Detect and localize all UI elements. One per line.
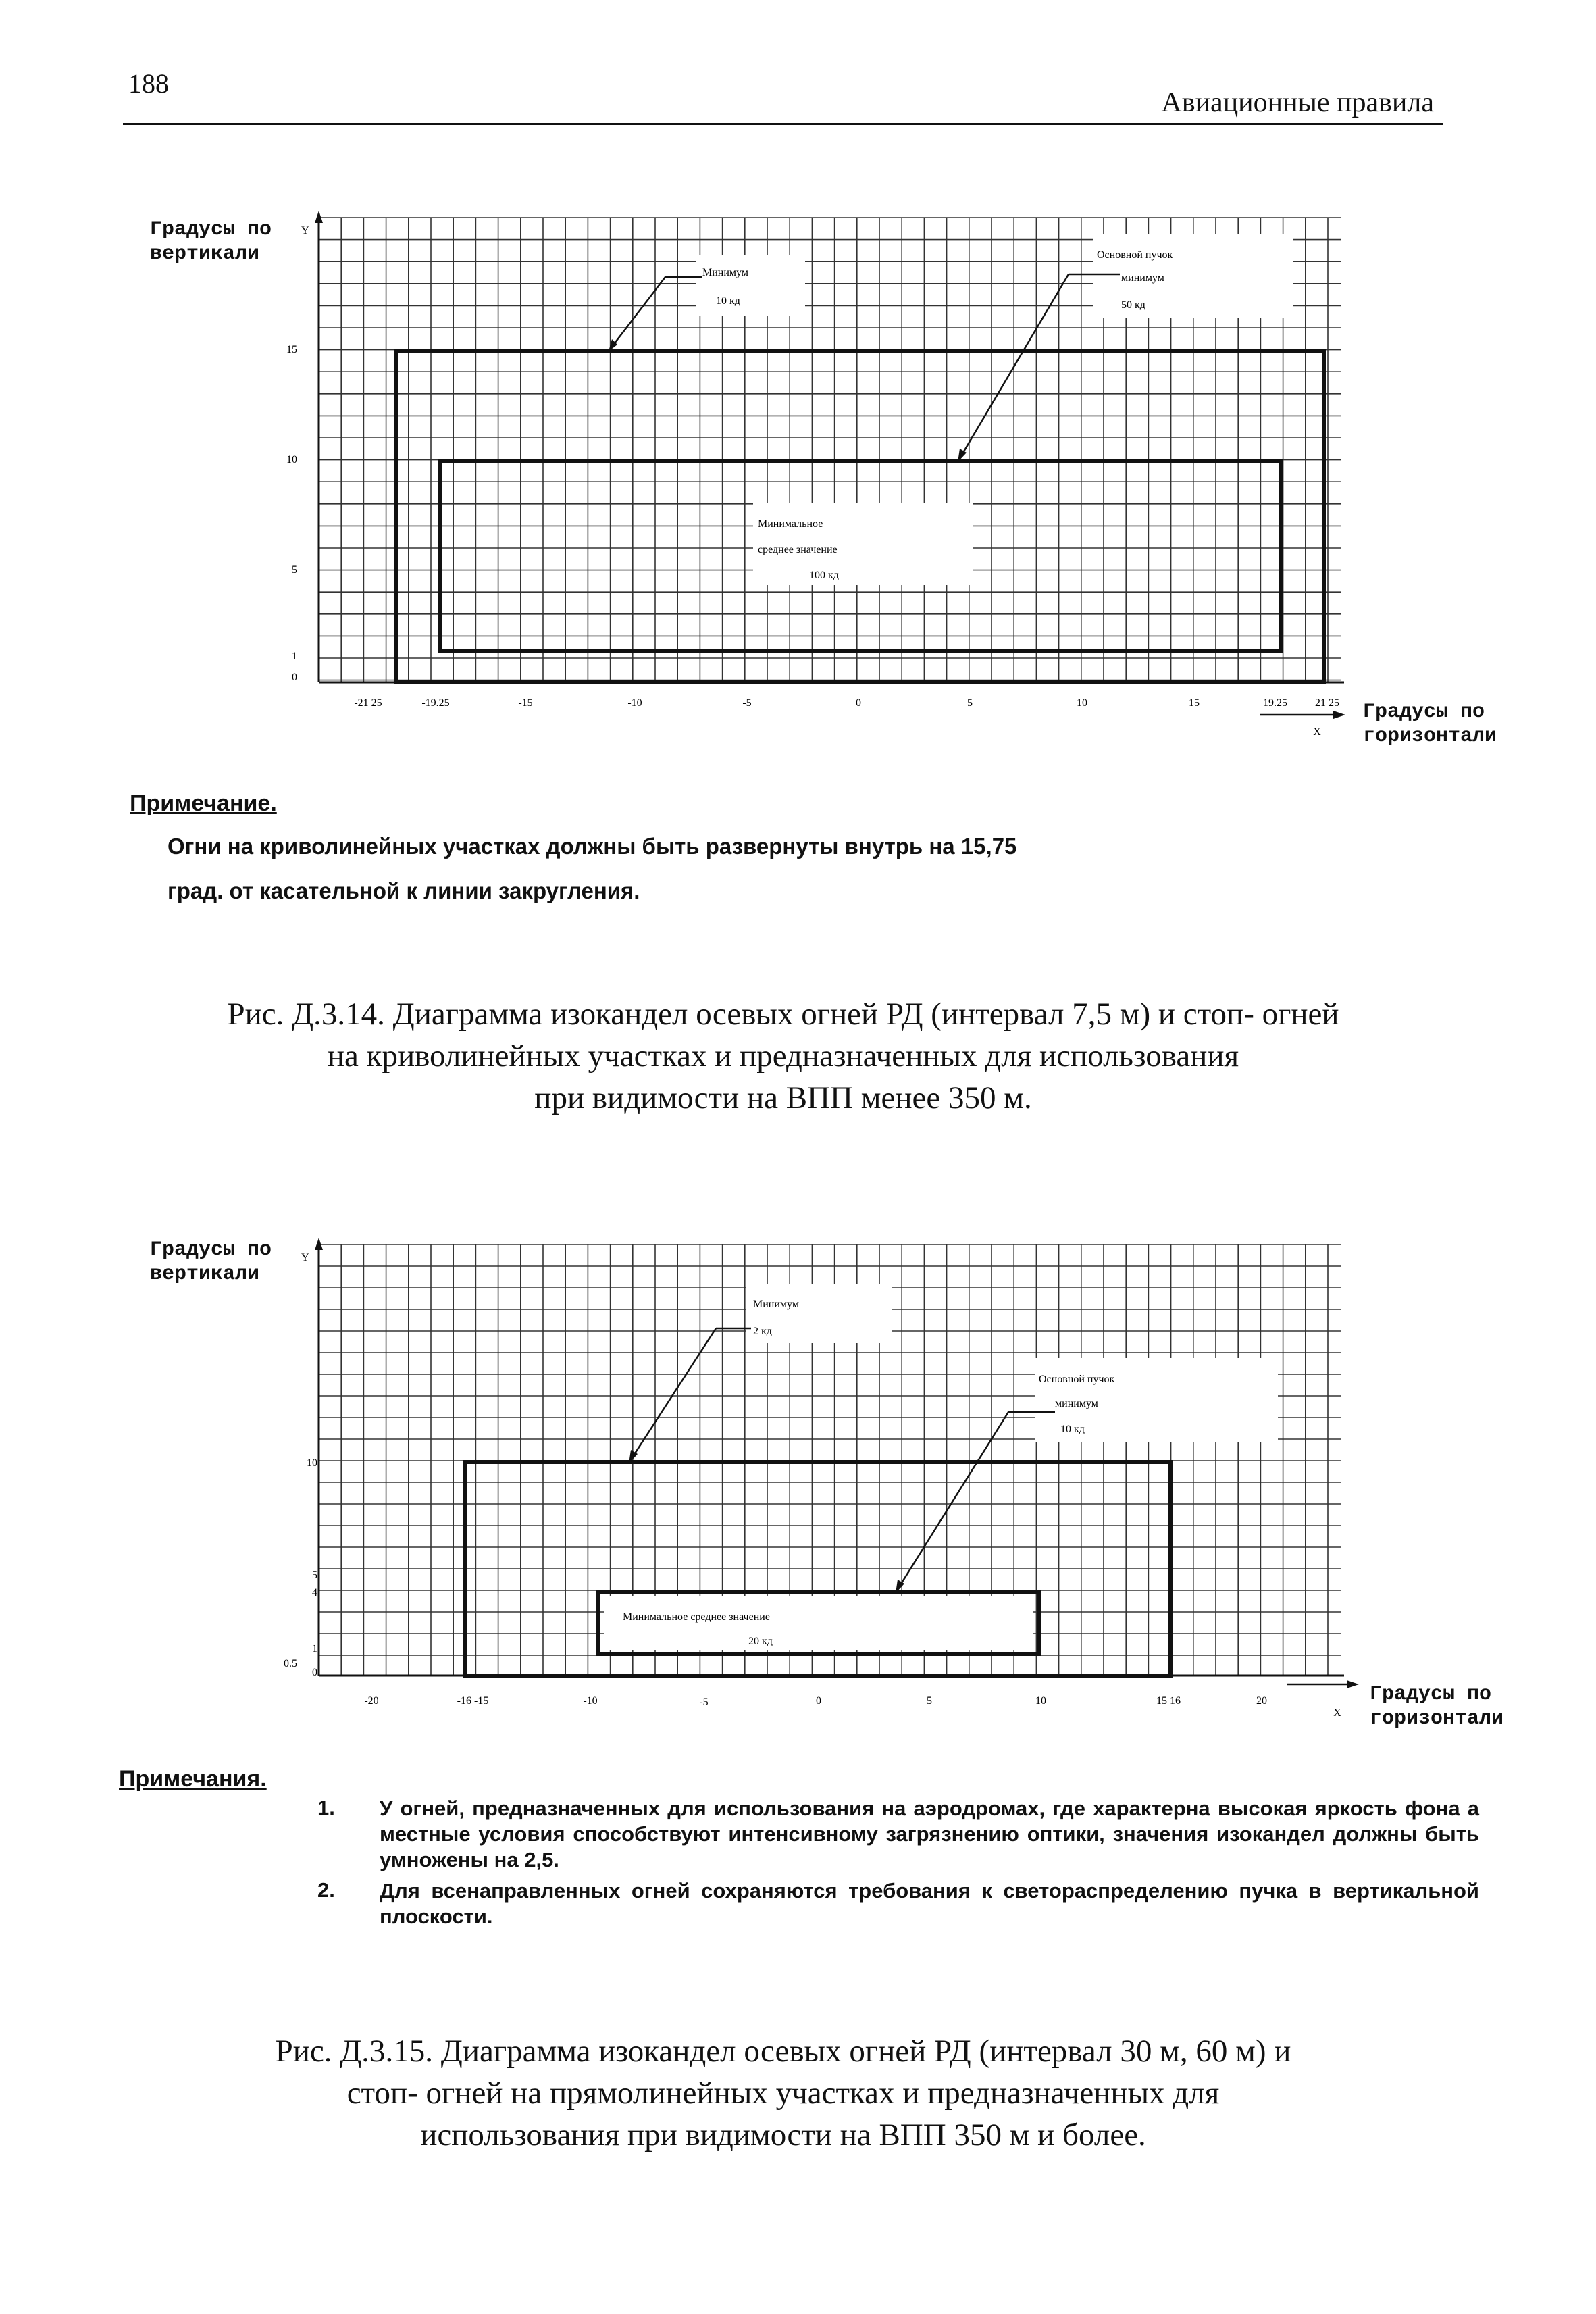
fig15-main-label: минимум (1055, 1398, 1098, 1409)
fig14-y-axis-title: Градусы по вертикали (150, 218, 272, 266)
fig15-x-tick: 10 (1035, 1695, 1046, 1707)
list-item (317, 1878, 1479, 1930)
page-number: 188 (128, 68, 169, 99)
note-number: 2. (317, 1878, 335, 1902)
fig14-note-title: Примечание. (130, 790, 277, 816)
fig14-main-value: 50 кд (1121, 299, 1145, 311)
fig14-x-tick: 10 (1077, 697, 1087, 709)
fig15-y-tick: 0 (312, 1667, 317, 1678)
fig14-x-tick: -15 (518, 697, 533, 709)
fig14-avg-value: 100 кд (809, 570, 839, 581)
fig14-x-tick: -19.25 (421, 697, 450, 709)
fig14-minimum-value: 10 кд (716, 295, 740, 307)
fig14-minimum-label: Минимум (702, 267, 748, 278)
fig15-x-tick: -5 (699, 1696, 709, 1708)
fig15-x-tick: 15 16 (1156, 1695, 1181, 1707)
fig15-y-tick: 5 (312, 1569, 317, 1581)
fig15-minimum-label: Минимум (753, 1299, 799, 1310)
fig14-note-text: Огни на криволинейных участках должны быть развернуты внутрь на 15,75 град. от касательной к линии закругления. (168, 834, 1017, 903)
fig15-x-tick: 5 (927, 1695, 932, 1707)
fig15-y-tick: 10 (307, 1457, 317, 1469)
fig14-y-letter: Y (301, 225, 309, 236)
fig15-minimum-value: 2 кд (753, 1326, 772, 1337)
fig15-x-arrow-icon (1347, 1680, 1359, 1688)
note-text: У огней, предназначенных для использования на аэродромах, где характерна высокая яркость фона а местные условия способствуют интенсивному загрязнению оптики, значения изокандел должны быть умножены на 2,5. (380, 1796, 1479, 1871)
fig14-y-tick: 1 (292, 651, 297, 662)
fig15-avg-value: 20 кд (748, 1636, 773, 1647)
fig14-x-tick: 19.25 (1263, 697, 1287, 709)
fig14-x-letter: X (1313, 726, 1321, 738)
fig14-caption: Рис. Д.3.14. Диаграмма изокандел осевых огней РД (интервал 7,5 м) и стоп- огней на криволинейных участках и предназначенных для использования при видимости на ВПП менее 350 м. (227, 997, 1339, 1115)
fig14-x-tick: 0 (856, 697, 861, 709)
fig15-x-tick: -10 (583, 1695, 598, 1707)
fig14-x-tick: -21 25 (354, 697, 382, 709)
fig15-notes-list (317, 1796, 1479, 1930)
note-text: Для всенаправленных огней сохраняются требования к светораспределению пучка в вертикальной плоскости. (380, 1879, 1479, 1928)
fig14-x-tick: -10 (627, 697, 642, 709)
fig14-y-tick: 0 (292, 672, 297, 683)
fig15-x-axis-title: Градусы по горизонтали (1370, 1683, 1504, 1730)
fig15-x-tick: -20 (364, 1695, 379, 1707)
fig14-y-tick: 10 (286, 454, 297, 466)
fig15-notes-title: Примечания. (119, 1766, 267, 1792)
fig15-x-tick: -16 -15 (457, 1695, 489, 1707)
fig15-avg-label-bg (604, 1596, 1033, 1650)
fig15-y-tick: 1 (312, 1643, 317, 1655)
fig14-avg-label: Минимальное (758, 518, 823, 530)
list-item (317, 1796, 1479, 1873)
fig15-minimum-leader (630, 1328, 716, 1461)
fig15-x-tick: 0 (816, 1695, 821, 1707)
fig14-main-label: Основной пучок (1097, 249, 1173, 261)
fig14-x-tick: 15 (1189, 697, 1200, 709)
fig15-y-tick: 4 (312, 1587, 317, 1599)
fig15-y-tick: 0.5 (284, 1658, 297, 1669)
fig15-y-arrow-icon (315, 1238, 323, 1250)
fig15-x-letter: X (1333, 1707, 1341, 1719)
fig15-y-letter: Y (301, 1252, 309, 1263)
fig15-avg-label: Минимальное среднее значение (623, 1611, 770, 1623)
fig14-avg-label: среднее значение (758, 544, 838, 555)
fig14-x-tick: 21 25 (1315, 697, 1339, 709)
fig15-main-label: Основной пучок (1039, 1374, 1115, 1385)
fig15-main-value: 10 кд (1060, 1424, 1085, 1435)
fig14-x-axis-title: Градусы по горизонтали (1363, 701, 1497, 748)
fig14-main-label: минимум (1121, 272, 1164, 284)
running-header-title: Авиационные правила (1161, 87, 1434, 118)
fig14-y-tick: 15 (286, 344, 297, 355)
fig15-x-tick: 20 (1256, 1695, 1267, 1707)
fig15-caption: Рис. Д.3.15. Диаграмма изокандел осевых огней РД (интервал 30 м, 60 м) и стоп- огней на прямолинейных участках и предназначенных для использования при видимости на ВПП 350 м и более. (275, 2034, 1291, 2153)
note-number: 1. (317, 1796, 335, 1819)
fig14-x-tick: 5 (967, 697, 973, 709)
fig15-y-axis-title: Градусы по вертикали (150, 1238, 272, 1286)
fig14-y-tick: 5 (292, 564, 297, 576)
fig14-x-tick: -5 (742, 697, 752, 709)
